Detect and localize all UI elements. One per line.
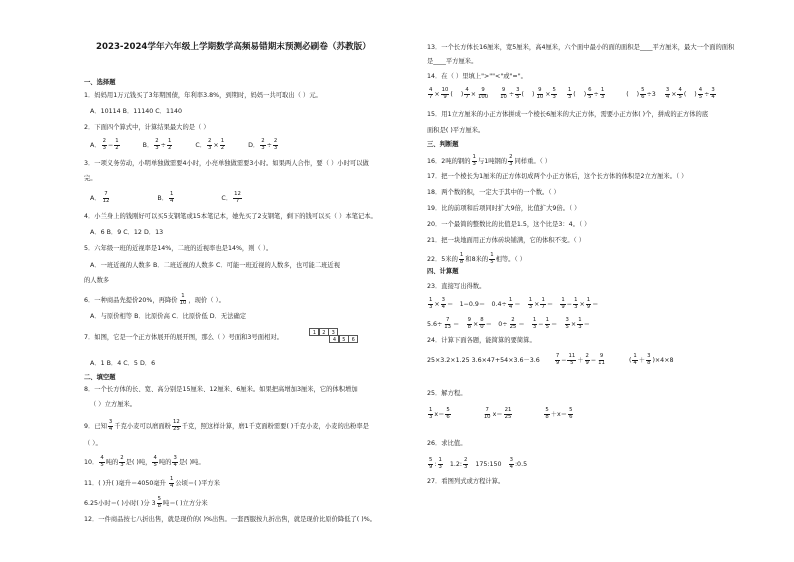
question-10: 10． $\frac{4}{5}$ 吨的 $\frac{2}{3}$ 是( )吨， $\frac{4}{5}$ 吨的 $\frac{3}{4}$ 是( )吨。	[84, 455, 205, 468]
question-17: 17．把一个棱长为1厘米的正方体切成两个小正方体后，这个长方体的体积是2立方厘米。（ ）	[427, 173, 688, 180]
question-11-cont: 6.25小时＝( )小时( )分 3 $\frac{5}{8}$ 吨＝( )立方分米	[84, 496, 208, 509]
section-calc: 四、计算题	[427, 268, 459, 275]
cube-face: 5	[339, 335, 349, 343]
question-1: 1．妈妈用1万元钱买了3年期国债，年利率3.8%，到期时，妈妈一共可取出（ ）元。	[84, 92, 322, 99]
question-15-cont: 面积是( )平方厘米。	[427, 127, 485, 134]
question-5-cont: 的人数多	[84, 277, 110, 284]
section-choice: 一、选择题	[84, 79, 116, 86]
question-8: 8．一个长方体的长、宽、高分别是15厘米、12厘米、6厘米。如果把高增加3厘米，它的体积增加	[84, 386, 358, 393]
section-judge: 三、判断题	[427, 141, 459, 148]
cube-face: 3	[328, 328, 338, 336]
question-21: 21．把一块地面用正方体砖块铺满，它的体积不变。（ ）	[427, 237, 585, 244]
question-26: 26．求比值。	[427, 440, 467, 447]
question-13-cont: 是____平方厘米。	[427, 58, 478, 65]
cube-face: 4	[329, 335, 339, 343]
cube-face: 6	[348, 335, 358, 343]
question-7: 7．如图，它是一个正方体展开的展开图，那么（ ）号面和3号面相对。	[84, 334, 283, 341]
question-2-options: A． $\frac{2}{3}$ − $\frac{1}{2}$ B． $\frac{2}{3}$ ÷ $\frac{1}{2}$ C． $\frac{2}{3}$ × $\frac{1}{2}$ D． $\frac{2}{3}$ ÷ $\frac{2}{3}$	[90, 138, 278, 151]
question-12: 12．一件商品按七八折出售，就是现价的( )%出售。一套西服按九折出售，就是现价比原价降低了( )%。	[84, 516, 376, 523]
question-7-options: A．1 B．4 C．5 D．6	[90, 360, 156, 367]
question-23-row2: 5.6÷ $\frac{7}{13}$ ＝ $\frac{9}{8}$ × $\frac{8}{0}$ ＝ 0÷ $\frac{2}{25}$ ＝ $\frac{1}{3}$ − $\frac{1}{5}$ ＝ $\frac{3}{5}$ × $\frac{1}{3}$ ＝	[427, 317, 590, 330]
question-23: 23．直接写出得数。	[427, 283, 486, 290]
question-4: 4．小兰身上的钱刚好可以买5支钢笔或15本笔记本，她先买了2支钢笔，剩下的钱可以买（ ）本笔记本。	[84, 213, 377, 220]
section-fill: 二、填空题	[84, 374, 116, 381]
question-24: 24．计算下面各题，能简算的要简算。	[427, 337, 536, 344]
question-11-cont-text: 6.25小时＝( )小时( )分 3	[84, 500, 156, 507]
question-3-cont: 完。	[84, 175, 97, 182]
question-11: 11．( )升( )毫升＝4050毫升 $\frac{1}{4}$ 公顷＝( )平方米	[84, 476, 221, 489]
question-14: 14．在（ ）里填上">""<"或"="。	[427, 73, 527, 80]
question-13: 13．一个长方体长16厘米，宽5厘米，高4厘米，六个面中最小的面的面积是____平方厘米，最大一个面的面积	[427, 44, 735, 51]
question-25-items: $\frac{1}{3}$ x＝ $\frac{5}{6}$ $\frac{7}{10}$ x＝ $\frac{21}{25}$ $\frac{5}{8}$ ＋x＝ $\frac{5}{6}$	[429, 407, 573, 420]
question-8-cont: （ ）立方厘米。	[90, 401, 137, 408]
question-19: 19．比的前项和后项同时扩大9倍，比值扩大9倍。（ ）	[427, 205, 581, 212]
cube-face: 1	[309, 328, 319, 336]
question-5-options: A．一班近视的人数多 B．二班近视的人数多 C．可能一班近视的人数多，也可能二班近视	[90, 262, 341, 269]
question-9: 9．已知 $\frac{3}{4}$ 千克小麦可以磨面粉 $\frac{12}{25}$ 千克，照这样计算，磨1千克面粉需要( )千克小麦，小麦的出粉率是	[84, 419, 369, 432]
question-11-cont-extra: 吨＝( )立方分米	[163, 500, 208, 507]
cube-face: 2	[319, 328, 329, 336]
question-4-options: A．6 B．9 C．12 D．13	[90, 229, 164, 236]
question-14-items: $\frac{4}{7}$ × $\frac{10}{9}$ ( ) $\frac{4}{7}$ × $\frac{9}{100}$ $\frac{9}{10}$ ÷ $\frac{3}{5}$ ( ) $\frac{9}{10}$ × $\frac{5}{3}$ $\frac{1}{3}$ ( ) $\frac{6}{5}$ ÷ $\frac{1}{3}$ ( ) $\frac{5}{6}$ ÷3 $\frac{3}{4}$ × $\frac{4}{5}$ ( ) $\frac{4}{5}$ ÷ $\frac{3}{4}$	[429, 87, 715, 100]
question-20: 20．一个最简的整数比的比值是1.5，这个比是3：4。（ ）	[427, 221, 591, 228]
question-24-items: 25×3.2×1.25 3.6×47+54×3.6－3.6 $\frac{7}{9}$ − $\frac{11}{5}$ ＋ $\frac{2}{9}$ − $\frac{9}{11}$ ( $\frac{1}{4}$ ＋ $\frac{3}{8}$ )×4×8	[427, 353, 674, 366]
question-27: 27．看图列式或方程计算。	[427, 478, 505, 485]
question-3-options: A． $\frac{7}{12}$ B． $\frac{1}{4}$ C． $\frac{12}{7}$	[90, 191, 241, 204]
question-3: 3．一项义务劳动，小明单独做需要4小时，小亮单独做需要3小时。如果两人合作，要（ ）小时可以做	[84, 160, 369, 167]
question-9-cont: （ ）。	[84, 440, 102, 447]
page-title: 2023-2024学年六年级上学期数学高频易错期末预测必刷卷（苏教版）	[96, 42, 371, 52]
question-24-ab: 25×3.2×1.25 3.6×47+54×3.6－3.6	[427, 357, 540, 364]
question-6-options: A．与原价相等 B．比原价高 C．比原价低 D．无法确定	[90, 313, 247, 320]
question-25: 25．解方程。	[427, 390, 467, 397]
question-2: 2．下面四个算式中，计算结果最大的是（ ）	[84, 124, 210, 131]
question-26-items: $\frac{5}{9}$ : $\frac{1}{3}$ 1.2: $\frac{2}{3}$ 175:150 $\frac{3}{4}$ :0.5	[429, 457, 528, 470]
question-1-options: A．10114 B．11140 C．1140	[90, 108, 183, 115]
question-18: 18．两个数的积，一定大于其中的一个数。（ ）	[427, 189, 560, 196]
question-5: 5．六年级一班的近视率是14%，二班的近视率也是14%，则（ ）。	[84, 245, 273, 252]
cube-net-figure	[310, 328, 358, 343]
question-16: 16．2吨的钢的 $\frac{1}{3}$ 与1吨钢的 $\frac{2}{3}$ 同样重。（ ）	[427, 154, 552, 167]
question-23-row1: $\frac{1}{3}$ × $\frac{3}{4}$ ＝ 1−0.9＝ 0.4÷ $\frac{1}{4}$ ＝ $\frac{1}{3}$ × $\frac{1}{7}$ ＝ $\frac{1}{9}$ − $\frac{1}{3}$ × $\frac{1}{9}$ ＝	[429, 297, 599, 310]
question-6: 6．一种商品先提价20%，再降价 $\frac{1}{10}$ ，现价（ ）。	[84, 293, 225, 306]
question-22: 22．5米的 $\frac{1}{8}$ 和8米的 $\frac{1}{5}$ 相等。（ ）	[427, 252, 526, 265]
question-15: 15．用1立方厘米的小正方体拼成一个棱长6厘米的大正方体，需要小正方体( )个，拼成的正方体的底	[427, 111, 709, 118]
